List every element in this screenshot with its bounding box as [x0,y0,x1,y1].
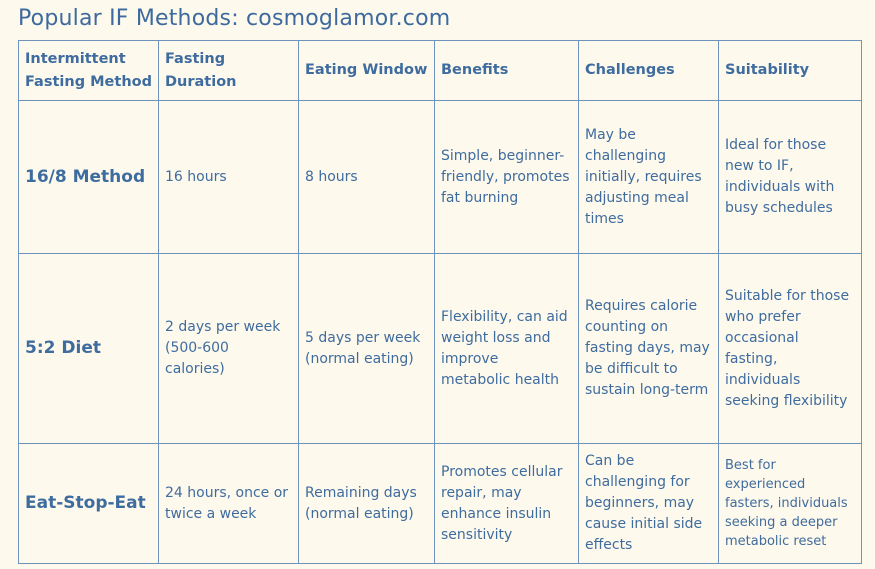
table-row [19,101,862,254]
table-header-row [19,41,862,101]
if-methods-table [18,40,862,564]
header-fasting-duration: Fasting Duration [159,41,299,101]
fasting-duration-cell: 24 hours, once or twice a week [159,444,299,564]
eating-window-cell: Remaining days (normal eating) [299,444,435,564]
suitability-cell: Best for experienced fasters, individuals seeking a deeper metabolic reset [719,444,862,564]
benefits-cell: Simple, beginner-friendly, promotes fat burning [435,101,579,254]
eating-window-cell: 5 days per week (normal eating) [299,254,435,444]
header-challenges: Challenges [579,41,719,101]
method-name: Eat-Stop-Eat [19,444,159,564]
benefits-cell: Flexibility, can aid weight loss and improve metabolic health [435,254,579,444]
header-suitability: Suitability [719,41,862,101]
page-title: Popular IF Methods: cosmoglamor.com [18,6,451,31]
table-row [19,444,862,564]
suitability-cell: Ideal for those new to IF, individuals with busy schedules [719,101,862,254]
header-eating-window: Eating Window [299,41,435,101]
challenges-cell: Can be challenging for beginners, may cause initial side effects [579,444,719,564]
fasting-duration-cell: 2 days per week (500-600 calories) [159,254,299,444]
method-name: 5:2 Diet [19,254,159,444]
suitability-cell: Suitable for those who prefer occasional fasting, individuals seeking flexibility [719,254,862,444]
fasting-duration-cell: 16 hours [159,101,299,254]
benefits-cell: Promotes cellular repair, may enhance insulin sensitivity [435,444,579,564]
header-method: Intermittent Fasting Method [19,41,159,101]
challenges-cell: Requires calorie counting on fasting days, may be difficult to sustain long-term [579,254,719,444]
eating-window-cell: 8 hours [299,101,435,254]
header-benefits: Benefits [435,41,579,101]
method-name: 16/8 Method [19,101,159,254]
table-row [19,254,862,444]
challenges-cell: May be challenging initially, requires adjusting meal times [579,101,719,254]
